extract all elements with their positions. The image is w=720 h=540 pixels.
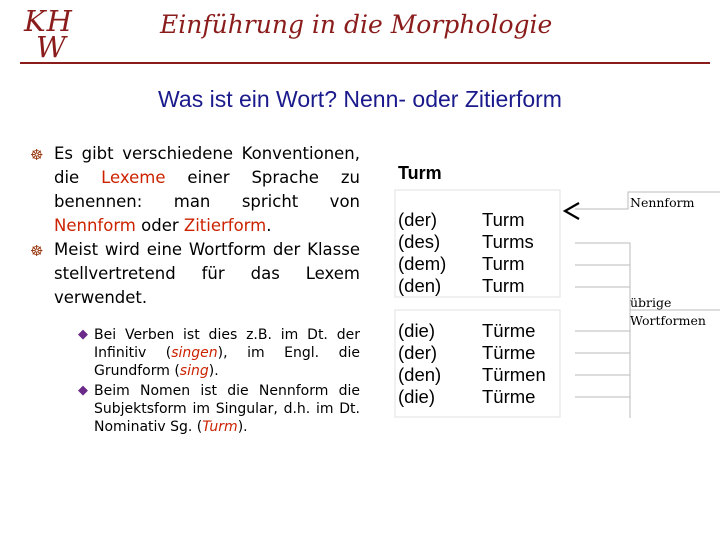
term-nennform: Nennform <box>54 216 136 235</box>
bullet-text: Beim Nomen ist die Nennform die Subjektsform im Singular, d.h. im Dt. Nominativ Sg. ( <box>94 383 360 435</box>
sub-bullet-item <box>78 382 360 436</box>
bullet-text: ), im Engl. die Grundform ( <box>94 345 360 379</box>
lexeme-heading: Turm <box>398 163 442 183</box>
wordform-cell: Turm <box>482 209 525 230</box>
term-zitierform: Zitierform <box>183 216 267 235</box>
bullet-text: ). <box>208 363 219 379</box>
diamond-bullet-icon: ◆ <box>78 327 88 342</box>
example-singen: singen <box>171 345 218 361</box>
arrow-pointer-icon <box>565 203 579 219</box>
wordform-cell: Türme <box>482 386 536 407</box>
label-nennform: Nennform <box>630 195 695 210</box>
article-cell: (den) <box>398 275 442 296</box>
bullet-item <box>30 238 360 310</box>
bullet-marker-icon: ☸ <box>30 242 44 260</box>
bullet-text: einer Sprache zu benennen: man spricht von <box>54 168 360 211</box>
logo <box>22 4 92 64</box>
bullet-item <box>30 142 360 238</box>
slide-title: Was ist ein Wort? Nenn- oder Zitierform <box>158 86 562 112</box>
header-title: Einführung in die Morphologie <box>160 10 553 39</box>
bullet-text: ). <box>237 419 248 435</box>
bullet-text: . <box>266 216 272 235</box>
sub-bullet-list <box>78 326 360 436</box>
wordform-cell: Turms <box>482 231 534 252</box>
article-cell: (die) <box>398 386 436 407</box>
example-turm: Turm <box>202 419 238 435</box>
sub-bullet-item <box>78 326 360 380</box>
article-cell: (der) <box>398 342 438 363</box>
wordform-cell: Türme <box>482 342 536 363</box>
article-cell: (den) <box>398 364 442 385</box>
article-cell: (die) <box>398 320 436 341</box>
paradigm-figure <box>390 150 720 430</box>
logo-line2: W <box>36 30 66 64</box>
term-lexeme: Lexeme <box>101 168 166 187</box>
wordform-cell: Turm <box>482 275 525 296</box>
logo-line1: KH <box>24 4 73 38</box>
label-uebrige: übrige <box>630 295 672 310</box>
wordform-cell: Turm <box>482 253 525 274</box>
wordform-cell: Türme <box>482 320 536 341</box>
article-cell: (der) <box>398 209 438 230</box>
bullet-marker-icon: ☸ <box>30 146 44 164</box>
bullet-text: Meist wird eine Wortform der Klasse stellvertretend für das Lexem verwendet. <box>54 240 360 307</box>
example-sing: sing <box>179 363 209 379</box>
label-wortformen: Wortformen <box>630 313 706 328</box>
bullet-list <box>30 142 360 438</box>
header-divider <box>20 62 710 64</box>
article-cell: (dem) <box>398 253 447 274</box>
wordform-cell: Türmen <box>482 364 546 385</box>
bullet-text: Bei Verben ist dies z.B. im Dt. der Infinitiv ( <box>94 327 360 361</box>
diamond-bullet-icon: ◆ <box>78 383 88 398</box>
bullet-text: Es gibt verschiedene Konventionen, die <box>54 144 360 187</box>
article-cell: (des) <box>398 231 441 252</box>
bullet-text: oder <box>135 216 184 235</box>
